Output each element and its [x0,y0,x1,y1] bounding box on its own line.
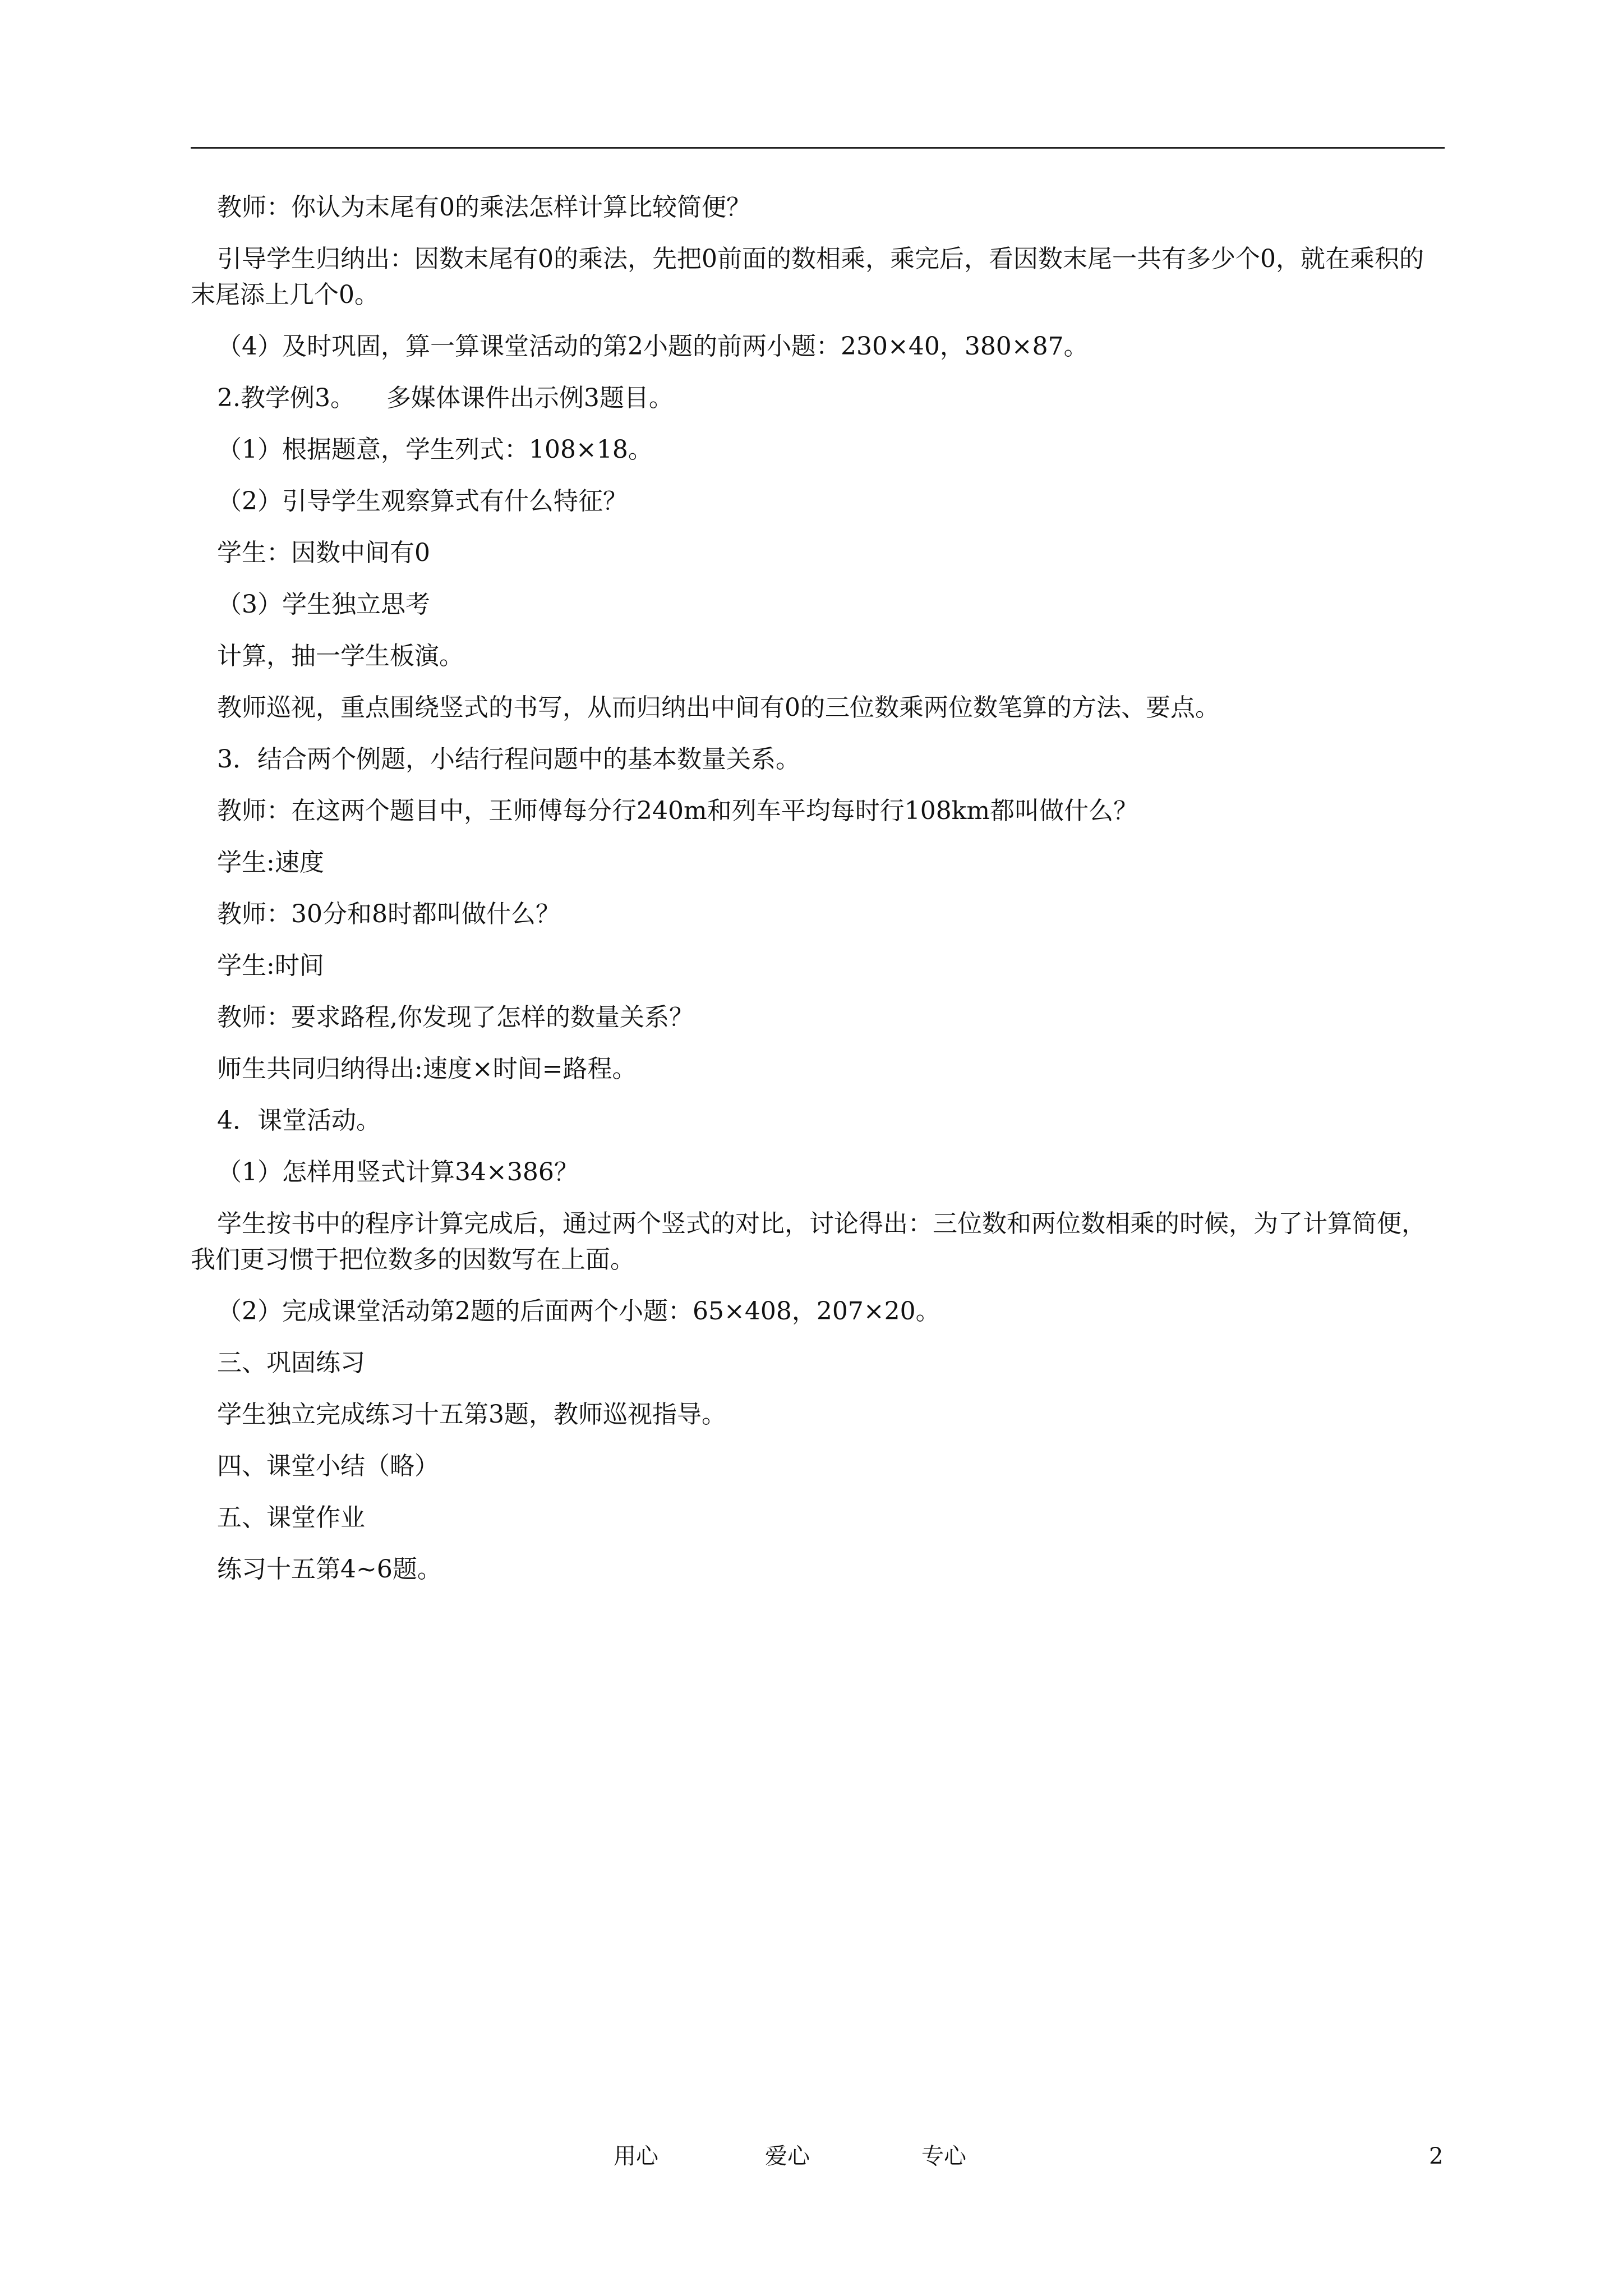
paragraph: 教师：你认为末尾有0的乘法怎样计算比较简便？ [217,193,751,222]
paragraph: （4）及时巩固，算一算课堂活动的第2小题的前两小题：230×40，380×87。 [217,332,1089,361]
paragraph: （3）学生独立思考 [217,590,430,619]
paragraph: 计算，抽一学生板演。 [217,642,464,670]
paragraph: 3．结合两个例题，小结行程问题中的基本数量关系。 [217,745,800,774]
paragraph: （1）怎样用竖式计算34×386？ [217,1158,579,1186]
footer-motto-3: 专心 [921,2143,966,2169]
section-heading: 三、巩固练习 [217,1349,365,1377]
paragraph: 4．课堂活动。 [217,1106,381,1135]
document-body [191,190,1447,1603]
paragraph: 学生:时间 [217,951,324,980]
footer-motto-2: 爱心 [765,2143,810,2169]
paragraph: 练习十五第4~6题。 [217,1555,442,1584]
paragraph: 教师：要求路程,你发现了怎样的数量关系？ [217,1003,694,1032]
paragraph: 学生独立完成练习十五第3题，教师巡视指导。 [217,1400,726,1429]
paragraph: 教师巡视，重点围绕竖式的书写，从而归纳出中间有0的三位数乘两位数笔算的方法、要点。 [217,693,1220,722]
footer-motto-1: 用心 [614,2143,658,2169]
paragraph: （2）引导学生观察算式有什么特征？ [217,487,628,516]
paragraph: 教师：在这两个题目中，王师傅每分行240m和列车平均每时行108km都叫做什么？ [217,797,1138,825]
paragraph: 师生共同归纳得出:速度×时间=路程。 [217,1055,637,1083]
paragraph: 学生：因数中间有0 [217,539,430,567]
paragraph: （2）完成课堂活动第2题的后面两个小题：65×408，207×20。 [217,1297,940,1326]
section-heading: 四、课堂小结（略） [217,1452,439,1480]
paragraph: 学生按书中的程序计算完成后，通过两个竖式的对比，讨论得出：三位数和两位数相乘的时候，为了计算简便，我们更习惯于把位数多的因数写在上面。 [191,1209,1426,1274]
paragraph: 引导学生归纳出：因数末尾有0的乘法，先把0前面的数相乘，乘完后，看因数末尾一共有多少个0，就在乘积的末尾添上几个0。 [191,245,1424,309]
paragraph: 2.教学例3。 多媒体课件出示例3题目。 [217,384,674,412]
page-number: 2 [1429,2143,1444,2169]
header-rule [191,147,1445,149]
paragraph: 教师：30分和8时都叫做什么？ [217,900,560,928]
section-heading: 五、课堂作业 [217,1503,365,1532]
paragraph: 学生:速度 [217,848,324,877]
paragraph: （1）根据题意，学生列式：108×18。 [217,435,653,464]
